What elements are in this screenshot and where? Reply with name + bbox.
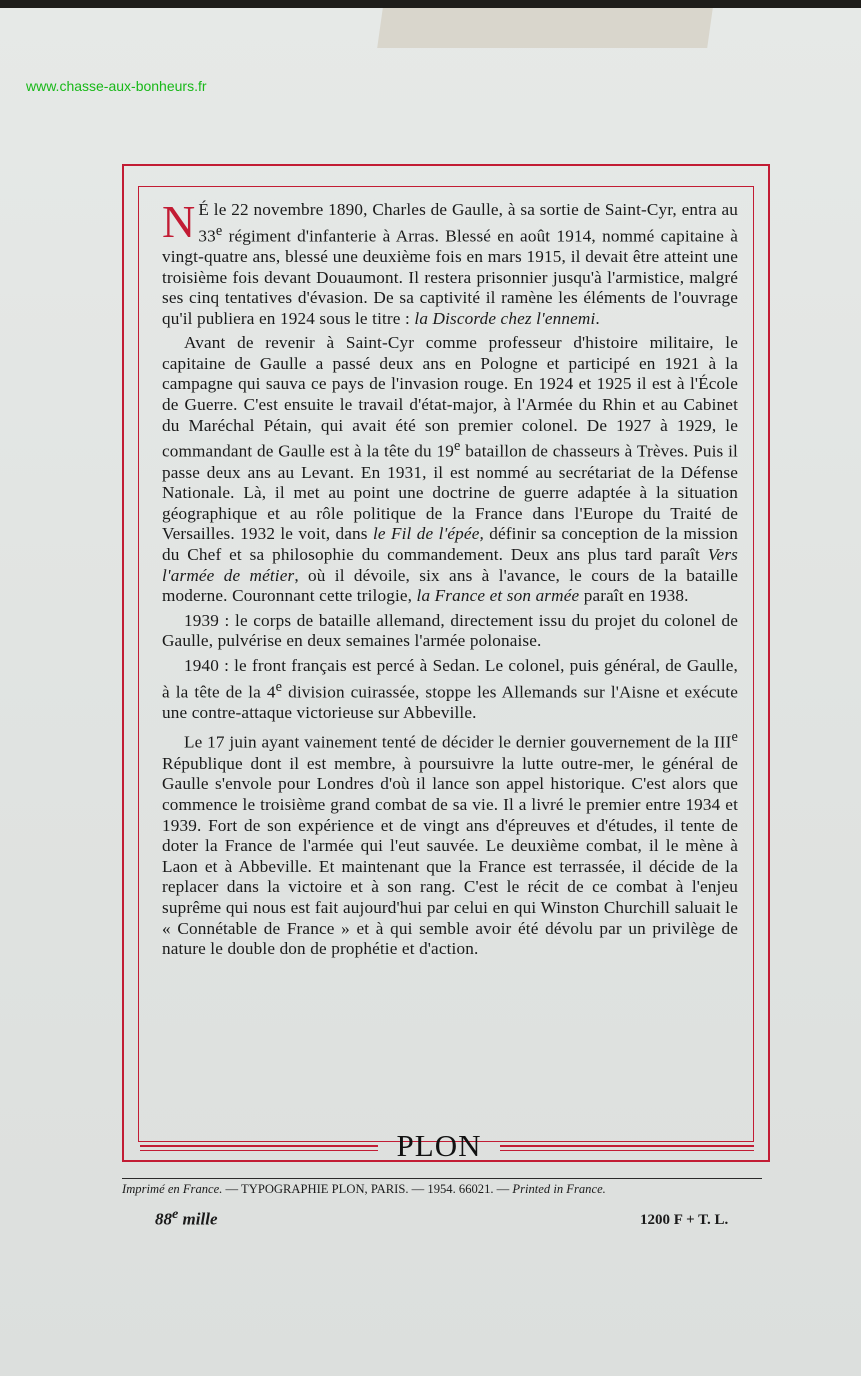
book-title: la France et son armée xyxy=(416,586,580,606)
imprint-france: Imprimé en France. xyxy=(122,1182,223,1196)
text-run: Le 17 juin ayant vainement tenté de décider le dernier gouvernement de la III xyxy=(184,733,732,753)
imprint-line xyxy=(122,1182,762,1197)
paragraph-2 xyxy=(162,333,738,606)
imprint-typography: — TYPOGRAPHIE PLON, PARIS. — 1954. 66021. — xyxy=(222,1182,513,1196)
text-run: , où il dévoile, six ans à l'avance, le cours de la bataille moderne. Couronnant cette trilogie, xyxy=(162,565,738,606)
edition-count xyxy=(155,1206,218,1230)
text-run: paraît en 1938. xyxy=(579,586,689,606)
superscript: e xyxy=(453,438,461,455)
book-title: le Fil de l'épée, xyxy=(372,524,484,544)
paragraph-1 xyxy=(162,196,738,329)
publisher-rule-left xyxy=(140,1145,378,1151)
text-run: 1940 : le front français est percé à Sedan. Le colonel, puis général, de Gaulle, à la tête de la 4 xyxy=(162,655,738,702)
book-title: la Discorde chez l'ennemi xyxy=(414,308,596,328)
paragraph-5 xyxy=(162,727,738,959)
superscript: e xyxy=(172,1206,179,1222)
dropcap-letter: N xyxy=(162,196,196,247)
edition-word: mille xyxy=(178,1209,218,1229)
text-run: République dont il est membre, à poursuivre la lutte outre-mer, le général de Gaulle s'envole pour Londres d'où il lance son appel historique. C'est alors que commence le troisième grand combat de sa vie. Il a livré le premier entre 1934 et 1939. Fort de son expérience et de vingt ans d'épreuves et d'études, il tente de doter la France de l'armée qui l'eut sauvée. Le deuxième combat, il le mène à Laon et à Abbeville. Et maintenant que la France est terrassée, il décide de la replacer dans la victoire et à son rang. C'est le récit de ce combat à l'enjeu suprême qui nous est fait aujourd'hui par celui en qui Winston Churchill saluait le « Connétable de France » et à qui semble avoir été dévolu par un privilège de nature le double don de prophétie et d'action. xyxy=(162,753,738,959)
text-run: Avant de revenir à Saint-Cyr comme professeur d'histoire militaire, le capitaine de Gaulle a passé deux ans en Pologne et participé en 1921 à la campagne qui sauva ce pays de l'invasion rouge. En 1924 et 1925 il est à l'École de Guerre. C'est ensuite le travail d'état-major, à l'Armée du Rhin et au Cabinet du Maréchal Pétain, qui avait été son premier colonel. De 1927 à 1929, le commandant de Gaulle est à la tête du 19 xyxy=(162,333,738,461)
back-cover-page xyxy=(0,8,861,1376)
superscript: e xyxy=(215,222,223,239)
book-title: Vers l'armée de métier xyxy=(162,544,738,585)
text-run: définir sa conception de la mission du Chef et sa philosophie du commandement. Deux ans plus tard paraît xyxy=(162,524,738,564)
text-run: É le 22 novembre 1890, Charles de Gaulle, à sa sortie de Saint-Cyr, entra au 33 xyxy=(198,200,738,246)
text-run: régiment d'infanterie à Arras. Blessé en août 1914, nommé capitaine à vingt-quatre ans, blessé une deuxième fois en mars 1915, il devait être atteint une troisième fois devant Douaumont. Il restera prisonnier jusqu'à l'armistice, malgré ses cinq tentatives d'évasion. De sa captivité il ramène les éléments de l'ouvrage qu'il publiera en 1924 sous le titre : xyxy=(162,226,738,328)
imprint-printed: Printed in France. xyxy=(512,1182,606,1196)
edition-number: 88 xyxy=(155,1209,172,1229)
price-label: 1200 F + T. L. xyxy=(640,1212,729,1228)
biography-text xyxy=(162,196,738,960)
text-run: division cuirassée, stoppe les Allemands sur l'Aisne et exécute une contre-attaque victorieuse sur Abbeville. xyxy=(162,682,738,722)
text-run: . xyxy=(595,308,600,328)
watermark-url: www.chasse-aux-bonheurs.fr xyxy=(26,78,207,94)
paragraph-3: 1939 : le corps de bataille allemand, directement issu du projet du colonel de Gaulle, pulvérise en deux semaines l'armée polonaise. xyxy=(162,610,738,651)
text-run: bataillon de chasseurs à Trèves. Puis il passe deux ans au Levant. En 1931, il est nommé au secrétariat de la Défense Nationale. Là, il met au point une doctrine de guerre adaptée à la situation géographique et au rôle politique de la France dans l'Europe du Traité de Versailles. 1932 le voit, dans xyxy=(162,442,738,544)
paper-flap xyxy=(377,8,713,48)
publisher-name: PLON xyxy=(396,1128,482,1163)
superscript: e xyxy=(275,678,283,695)
superscript: e xyxy=(731,729,738,746)
publisher-rule-right xyxy=(500,1145,754,1151)
paragraph-4 xyxy=(162,656,738,724)
footer-rule xyxy=(122,1178,762,1179)
